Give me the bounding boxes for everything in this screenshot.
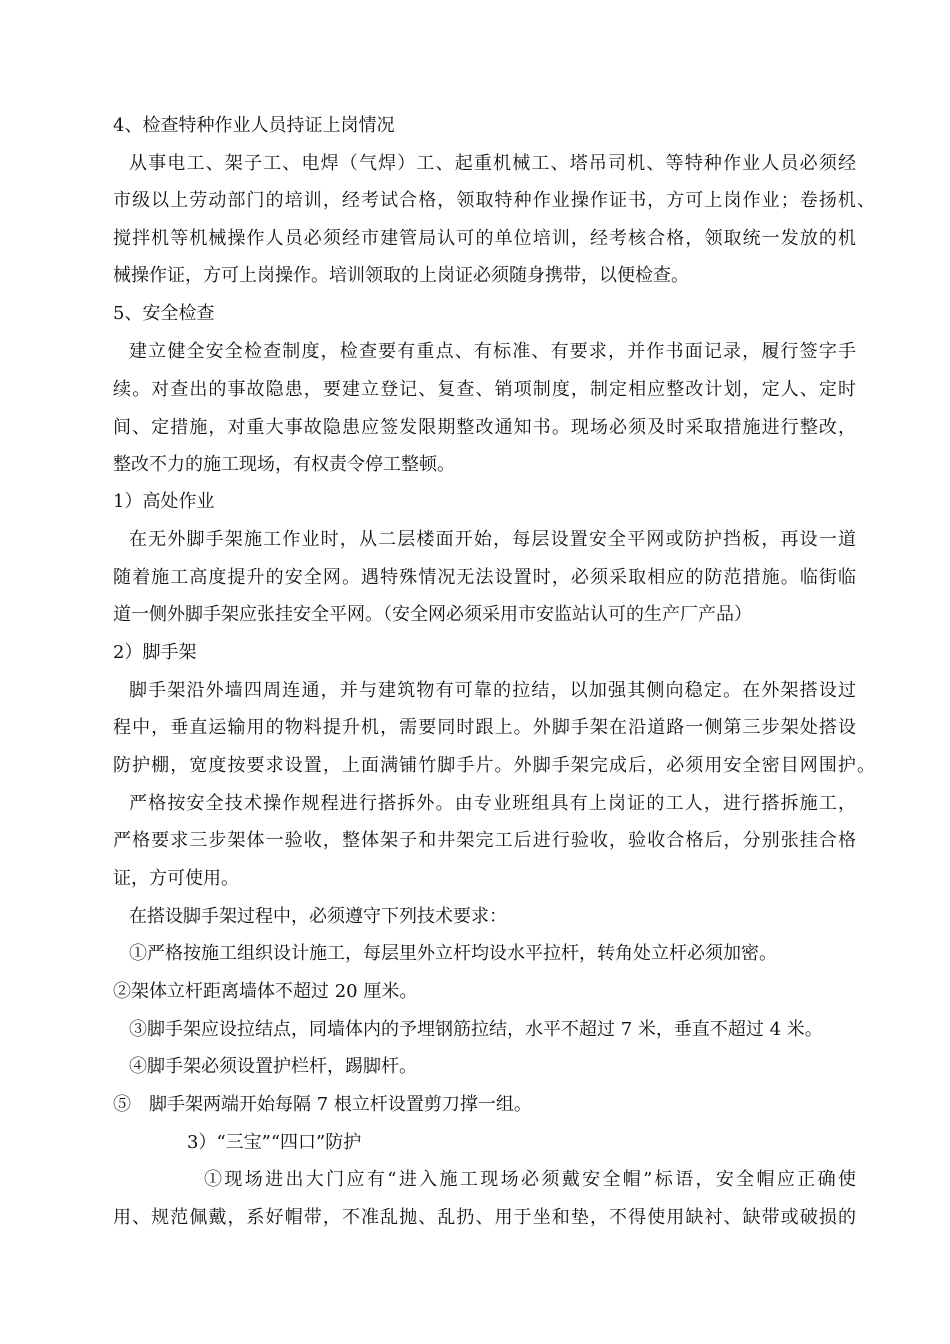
heading-scaffolding: 2）脚手架 xyxy=(113,642,197,663)
paragraph-line: 搅拌机等机械操作人员必须经市建管局认可的单位培训，经考核合格，领取统一发放的机 xyxy=(113,228,856,249)
heading-work-at-height: 1）高处作业 xyxy=(113,491,215,512)
paragraph-line: 在搭设脚手架过程中，必须遵守下列技术要求： xyxy=(129,906,507,927)
list-item: ③脚手架应设拉结点，同墙体内的予埋钢筋拉结，水平不超过 7 米，垂直不超过 4 米。 xyxy=(129,1019,823,1040)
paragraph-line: 市级以上劳动部门的培训，经考试合格，领取特种作业操作证书，方可上岗作业；卷扬机、 xyxy=(113,190,875,211)
heading-safety-inspection: 5、安全检查 xyxy=(113,303,215,324)
paragraph-line: 严格按安全技术操作规程进行搭拆外。由专业班组具有上岗证的工人，进行搭拆施工， xyxy=(129,793,856,814)
heading-three-treasures-four-openings: 3）“三宝”“四口”防护 xyxy=(187,1132,362,1153)
paragraph-line: 械操作证，方可上岗操作。培训领取的上岗证必须随身携带，以便检查。 xyxy=(113,265,689,286)
paragraph-line: 程中，垂直运输用的物料提升机，需要同时跟上。外脚手架在沿道路一侧第三步架处搭设 xyxy=(113,717,856,738)
paragraph-line: 证，方可使用。 xyxy=(113,868,239,889)
paragraph-line: 在无外脚手架施工作业时，从二层楼面开始，每层设置安全平网或防护挡板，再设一道 xyxy=(129,529,856,550)
paragraph-line: 随着施工高度提升的安全网。遇特殊情况无法设置时，必须采取相应的防范措施。临街临 xyxy=(113,567,856,588)
paragraph-line: 道一侧外脚手架应张挂安全平网。（安全网必须采用市安监站认可的生产厂产品） xyxy=(113,604,752,625)
paragraph-line: 防护棚，宽度按要求设置，上面满铺竹脚手片。外脚手架完成后，必须用安全密目网围护。 xyxy=(113,755,875,776)
heading-special-operators: 4、检查特种作业人员持证上岗情况 xyxy=(113,115,395,136)
paragraph-line: 脚手架沿外墙四周连通，并与建筑物有可靠的拉结，以加强其侧向稳定。在外架搭设过 xyxy=(129,680,856,701)
paragraph-line: 从事电工、架子工、电焊（气焊）工、起重机械工、塔吊司机、等特种作业人员必须经 xyxy=(129,153,856,174)
paragraph-line: 间、定措施，对重大事故隐患应签发限期整改通知书。现场必须及时采取措施进行整改， xyxy=(113,417,856,438)
list-item: ⑤ 脚手架两端开始每隔 7 根立杆设置剪刀撑一组。 xyxy=(113,1094,532,1115)
paragraph-line: 续。对查出的事故隐患，要建立登记、复查、销项制度，制定相应整改计划，定人、定时 xyxy=(113,379,856,400)
paragraph-line: 整改不力的施工现场，有权责令停工整顿。 xyxy=(113,454,455,475)
paragraph-line: 严格要求三步架体一验收，整体架子和井架完工后进行验收，验收合格后，分别张挂合格 xyxy=(113,830,856,851)
list-item: ④脚手架必须设置护栏杆，踢脚杆。 xyxy=(129,1056,417,1077)
list-item: ①严格按施工组织设计施工，每层里外立杆均设水平拉杆，转角处立杆必须加密。 xyxy=(129,943,777,964)
paragraph-line: ①现场进出大门应有“进入施工现场必须戴安全帽”标语，安全帽应正确使 xyxy=(204,1169,856,1190)
paragraph-line: 用、规范佩戴，系好帽带，不准乱抛、乱扔、用于坐和垫，不得使用缺衬、缺带或破损的 xyxy=(113,1207,856,1228)
list-item: ②架体立杆距离墙体不超过 20 厘米。 xyxy=(113,981,418,1002)
paragraph-line: 建立健全安全检查制度，检查要有重点、有标准、有要求，并作书面记录，履行签字手 xyxy=(129,341,856,362)
